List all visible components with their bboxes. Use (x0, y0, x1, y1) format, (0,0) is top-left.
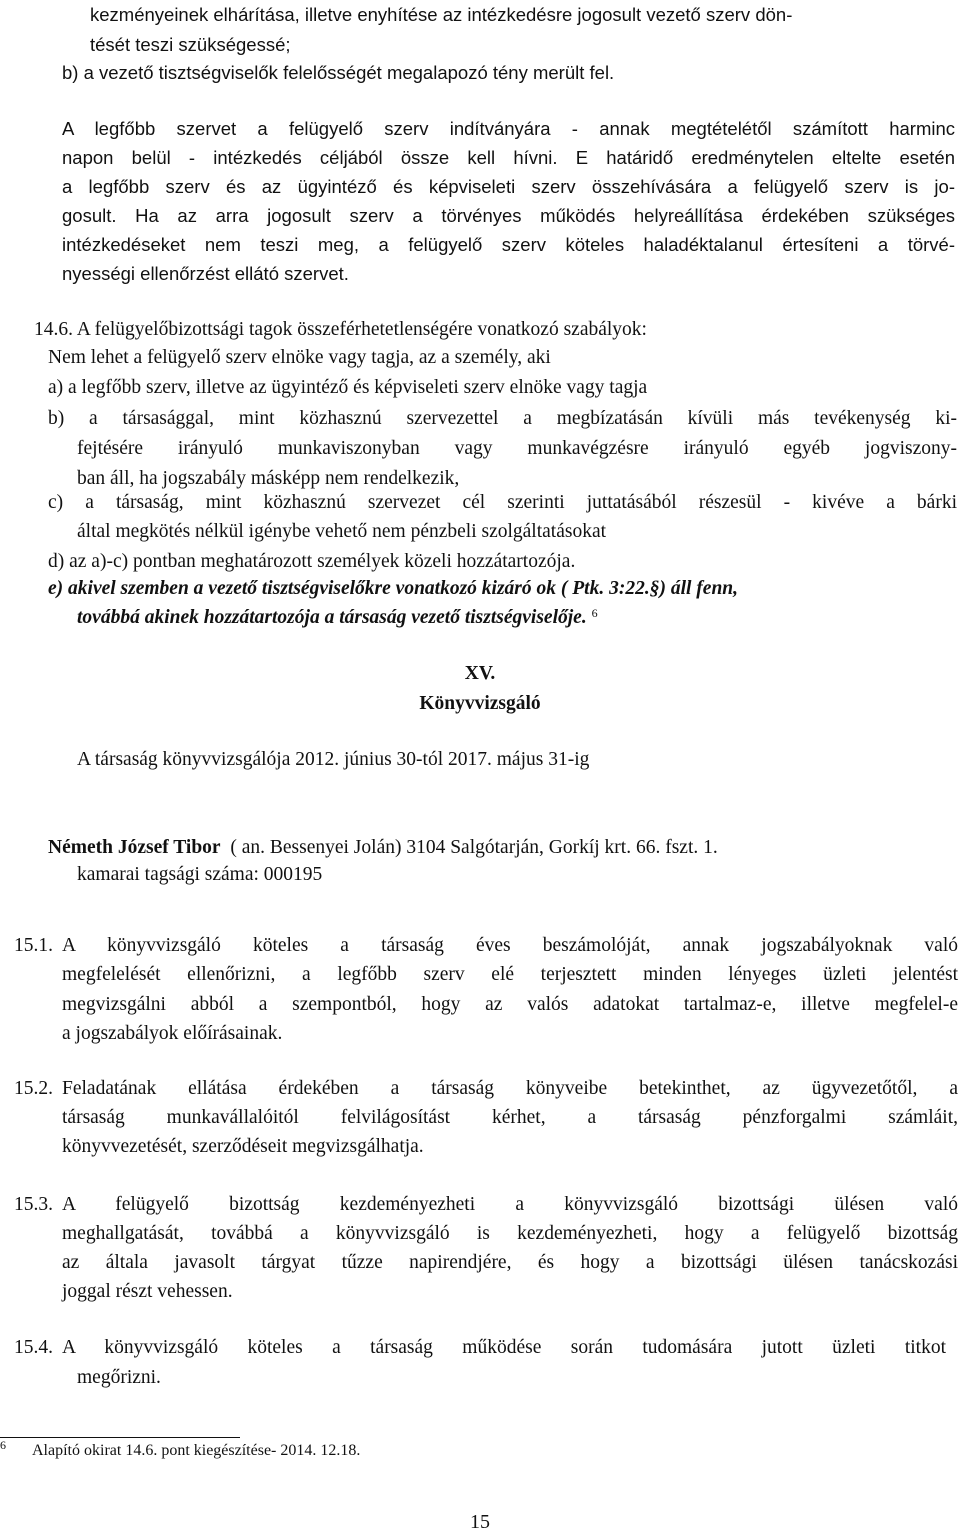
top-line-2: tését teszi szükségessé; (90, 34, 291, 55)
footnote-mark: 6 (0, 1438, 6, 1452)
item-a: a) a legfőbb szerv, illetve az ügyintéző és képviseleti szerv elnöke vagy tagja (48, 377, 648, 398)
footnote (0, 1438, 361, 1461)
item-b-line-3: ban áll, ha jogszabály másképp nem rendelkezik, (77, 468, 460, 489)
para-legfobb-line-2: napon belül - intézkedés céljából össze kell hívni. E határidő eredménytelen eltelte esetén (62, 147, 955, 168)
section-15-1-line-2: megfelelését ellenőrizni, a legfőbb szerv elé terjesztett minden lényeges üzleti jelentést (62, 964, 958, 985)
section-14-6-heading: 14.6. A felügyelőbizottsági tagok összeférhetetlenségére vonatkozó szabályok: (34, 319, 647, 340)
section-15-3-line-3: az általa javasolt tárgyat tűzze napirendjére, és hogy a bizottsági ülésen tanácskozási (62, 1252, 958, 1273)
section-14-6-intro: Nem lehet a felügyelő szerv elnöke vagy tagja, az a személy, aki (48, 347, 551, 368)
para-legfobb-line-5: intézkedéseket nem teszi meg, a felügyelő szerv köteles haladéktalanul értesíteni a törvé- (62, 234, 955, 255)
section-15-1-line-3: megvizsgálni abból a szempontból, hogy az valós adatokat tartalmaz-e, illetve megfelel-e (62, 994, 958, 1015)
item-e-line-2 (77, 606, 598, 630)
item-d: d) az a)-c) pontban meghatározott személyek közeli hozzátartozója. (48, 551, 576, 572)
para-legfobb-line-3: a legfőbb szerv és az ügyintéző és képviseleti szerv összehívására a felügyelő szerv is jo- (62, 176, 955, 197)
section-15-3-number: 15.3. (14, 1194, 53, 1215)
footnote-text: Alapító okirat 14.6. pont kiegészítése- 2014. 12.18. (32, 1442, 361, 1459)
section-15-1-number: 15.1. (14, 935, 53, 956)
top-line-1: kezményeinek elhárítása, illetve enyhítése az intézkedésre jogosult vezető szerv dön- (90, 4, 793, 25)
auditor-line (48, 836, 954, 860)
chapter-title: Könyvvizsgáló (419, 693, 541, 714)
auditor-details: ( an. Bessenyei Jolán) 3104 Salgótarján, Gorkíj krt. 66. fszt. 1. (230, 837, 718, 858)
auditor-period: A társaság könyvvizsgálója 2012. június 30-tól 2017. május 31-ig (77, 749, 590, 770)
top-line-3: b) a vezető tisztségviselők felelősségét megalapozó tény merült fel. (62, 62, 615, 83)
auditor-membership: kamarai tagsági száma: 000195 (77, 864, 323, 885)
para-legfobb-line-4: gosult. Ha az arra jogosult szerv a törvényes működés helyreállítása érdekében szükséges (62, 205, 955, 226)
section-15-3-line-2: meghallgatását, továbbá a könyvvizsgáló is kezdeményezheti, hogy a felügyelő bizottság (62, 1223, 958, 1244)
footnote-rule (0, 1437, 240, 1438)
section-15-2-line-1: Feladatának ellátása érdekében a társaság könyveibe betekinthet, az ügyvezetőtől, a (62, 1078, 958, 1099)
section-15-2-line-2: társaság munkavállalóitól felvilágosítást kérhet, a társaság pénzforgalmi számláit, (62, 1107, 958, 1128)
section-15-4-line-2: megőrizni. (77, 1367, 161, 1388)
section-15-4-line-1: A könyvvizsgáló köteles a társaság működése során tudomására jutott üzleti titkot (62, 1337, 946, 1358)
chapter-number: XV. (464, 663, 496, 684)
section-15-2-line-3: könyvvezetését, szerződéseit megvizsgálhatja. (62, 1136, 424, 1157)
para-legfobb-line-6: nyességi ellenőrzést ellátó szervet. (62, 263, 349, 284)
section-15-1-line-1: A könyvvizsgáló köteles a társaság éves beszámolóját, annak jogszabályoknak való (62, 935, 958, 956)
item-e-text: továbbá akinek hozzátartozója a társaság vezető tisztségviselője. (77, 607, 587, 628)
auditor-name: Németh József Tibor (48, 837, 221, 858)
page-number: 15 (470, 1511, 490, 1533)
section-15-3-line-1: A felügyelő bizottság kezdeményezheti a könyvvizsgáló bizottsági ülésen való (62, 1194, 958, 1215)
para-legfobb-line-1: A legfőbb szervet a felügyelő szerv indítványára - annak megtételétől számított harminc (62, 118, 955, 139)
section-15-4-number: 15.4. (14, 1337, 53, 1358)
footnote-ref: 6 (591, 606, 598, 620)
item-b-line-2: fejtésére irányuló munkaviszonyban vagy munkavégzésre irányuló egyéb jogviszony- (77, 438, 957, 459)
item-e-line-1: e) akivel szemben a vezető tisztségviselőkre vonatkozó kizáró ok ( Ptk. 3:22.§) áll fenn, (48, 578, 739, 599)
section-15-2-number: 15.2. (14, 1078, 53, 1099)
item-c-line-2: által megkötés nélkül igénybe vehető nem pénzbeli szolgáltatásokat (77, 521, 607, 542)
section-15-1-line-4: a jogszabályok előírásainak. (62, 1023, 283, 1044)
section-15-3-line-4: joggal részt vehessen. (62, 1281, 233, 1302)
item-c-line-1: c) a társaság, mint közhasznú szervezet cél szerinti juttatásából részesül - kivéve a bárki (48, 492, 957, 513)
item-b-line-1: b) a társasággal, mint közhasznú szervezettel a megbízatásán kívüli más tevékenység ki- (48, 408, 957, 429)
